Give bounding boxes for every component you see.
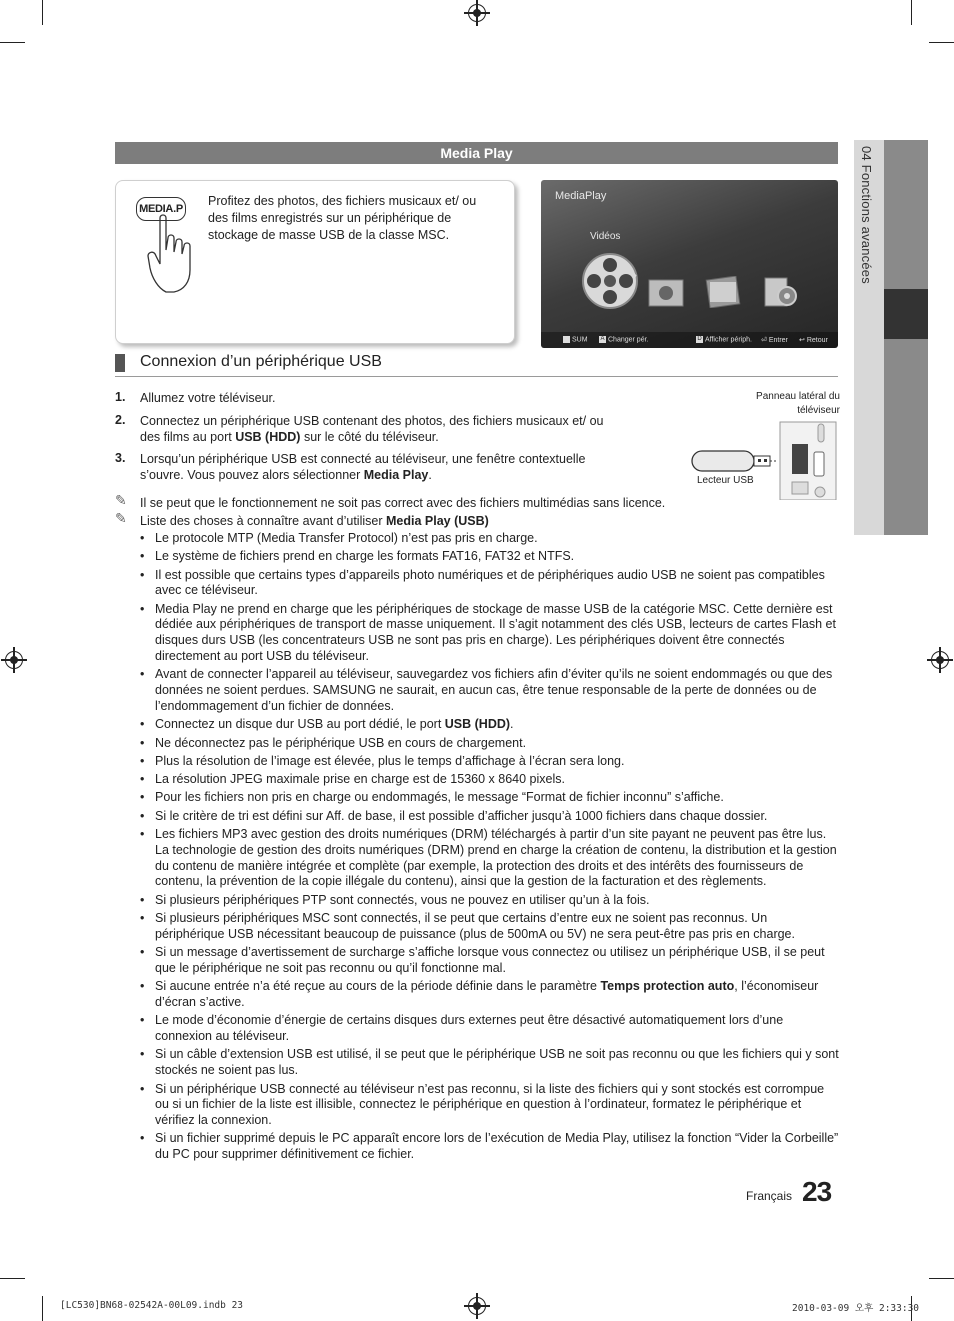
bullet-item: • Si plusieurs périphériques PTP sont connectés, vous ne pouvez en utiliser qu’un à la fois. — [140, 892, 650, 907]
footer-enter: ⏎ Entrer — [761, 337, 788, 344]
return-icon: ↩ — [799, 337, 805, 344]
bullet-item: • Connectez un disque dur USB au port dédié, le port USB (HDD). — [140, 717, 514, 732]
usb-drive-icon — [690, 448, 776, 474]
bullet-item: • Si aucune entrée n’a été reçue au cours de la période définie dans le paramètre Temps protection auto, l’économiseur d’écran s’active. — [140, 979, 819, 1010]
footer-show-devices: D Afficher périph. — [697, 336, 752, 344]
footer-change-device: A Changer pér. — [600, 336, 649, 344]
bullet-item: • Si un périphérique USB connecté au téléviseur n’est pas reconnu, si la liste des fichiers qui y sont stockés est corrompue ou si un fichier de la liste est illisible, connectez le périphérique en question à l’ordinateur, formatez le périphérique et vérifiez la connexion. — [140, 1081, 825, 1128]
section-header: Media Play — [115, 142, 838, 164]
bullet-item: • La résolution JPEG maximale prise en charge est de 15360 x 8640 pixels. — [140, 772, 565, 787]
crop-mark — [0, 1278, 25, 1279]
bullet-glyph: • — [140, 667, 145, 682]
keyword: USB (HDD) — [444, 717, 511, 732]
bullet-glyph: • — [140, 549, 145, 564]
mediaplay-footer — [541, 332, 838, 348]
chapter-tab — [854, 140, 884, 535]
subsection-title: Connexion d’un périphérique USB — [140, 353, 382, 370]
bullet-item: • Les fichiers MP3 avec gestion des droits numériques (DRM) téléchargés à partir d’un site payant ne peuvent pas être lus. La technologie de gestion des droits numériques (DRM) prend en charge la création de contenu, la distribution et la gestion du contenu de manière intégrée et complète (par exemple, la protection des droits et des intérêts des fournisseurs de contenu, la prévention de la copie illégale du contenu), ainsi que la gestion de la facturation et des règlements. — [140, 827, 837, 889]
crop-mark — [929, 42, 954, 43]
step-text: Allumez votre téléviseur. — [140, 391, 276, 405]
crop-mark — [929, 1278, 954, 1279]
bullet-glyph: • — [140, 772, 145, 787]
bullet-glyph: • — [140, 531, 145, 545]
mediaplay-screen — [541, 180, 838, 348]
bullet-glyph: • — [140, 1013, 145, 1028]
step-text: Lorsqu’un périphérique USB est connecté au téléviseur, une fenêtre contextuelle s’ouvre. Vous pouvez alors sélectionner Media Play. — [140, 452, 586, 482]
print-datetime: 2010-03-09 오후 2:33:30 — [792, 1303, 920, 1314]
bullet-glyph: • — [140, 1047, 145, 1062]
tv-panel-label: Panneau latéral du téléviseur — [756, 391, 840, 416]
subsection-marker — [115, 354, 125, 372]
page-number: 23 — [802, 1176, 832, 1207]
bullet-item: • Le système de fichiers prend en charge les formats FAT16, FAT32 et NTFS. — [140, 549, 575, 564]
bullet-item: • Avant de connecter l’appareil au téléviseur, sauvegardez vos fichiers afin d’éviter qu’ils ne soient endommagés ou que des données ne soient perdues. SAMSUNG ne saurait, en aucun cas, être tenue responsable de la perte de données ou de l’endommagement d’un fichier de données. — [140, 667, 833, 713]
usb-connection-figure — [690, 390, 840, 500]
photo-icon — [647, 276, 685, 308]
registration-mark-icon — [931, 651, 949, 669]
bullet-glyph: • — [140, 945, 145, 960]
d-key-icon: D — [697, 336, 702, 342]
chevron-right-icon: › — [633, 268, 637, 282]
mediaplay-title: MediaPlay — [555, 190, 607, 202]
crop-mark — [42, 1296, 43, 1321]
bullet-item: • Media Play ne prend en charge que les périphériques de stockage de masse USB de la catégorie MSC. Cette dernière est dédiée aux périphériques de transport de masse uniquement. Il s’agit notamment des clés USB, lecteurs de cartes Flash et disques durs USB (les concentrateurs USB ne sont pas pris en charge). Les périphériques doivent être connectés directement au port USB du téléviseur. — [140, 601, 836, 664]
bullet-glyph: • — [140, 979, 145, 994]
bullet-glyph: • — [140, 1081, 145, 1096]
crop-mark — [42, 0, 43, 25]
registration-mark-icon — [5, 651, 23, 669]
video-reel-icon — [581, 252, 639, 310]
bullet-item: • Si un message d’avertissement de surcharge s’affiche lorsque vous connectez ou utilisez un périphérique USB, il se peut que le périphérique ne soit pas reconnu ou qu’il fonctionne mal. — [140, 945, 825, 975]
bullet-item: • Plus la résolution de l’image est élevée, plus le temps d’affichage à l’écran sera long. — [140, 753, 625, 768]
bullet-item: • Le mode d’économie d’énergie de certains disques durs externes peut être désactivé automatiquement lors d’une connexion au téléviseur. — [140, 1013, 784, 1044]
bullet-item: • Si un fichier supprimé depuis le PC apparaît encore lors de l’exécution de Media Play, utilisez la fonction “Vider la Corbeille” du PC pour supprimer définitivement ce fichier. — [140, 1131, 839, 1162]
bullet-item: • Si le critère de tri est défini sur Aff. de base, il est possible d’afficher jusqu’à 1000 fichiers dans chaque dossier. — [140, 808, 768, 823]
bullet-item: • Ne déconnectez pas le périphérique USB en cours de chargement. — [140, 735, 527, 750]
note-text: Liste des choses à connaître avant d’utiliser Media Play (USB) — [140, 514, 489, 528]
sum-key-icon — [563, 336, 570, 343]
settings-icon — [763, 276, 799, 308]
page-language: Français — [746, 1189, 793, 1203]
subsection-heading — [115, 352, 838, 377]
bullet-item: • Le protocole MTP (Media Transfer Protocol) n’est pas pris en charge. — [140, 531, 538, 545]
chapter-tab-label: 04 Fonctions avancées — [859, 146, 874, 284]
bullet-glyph: • — [140, 567, 145, 582]
bullet-item: • Si un câble d’extension USB est utilisé, il se peut que le périphérique USB ne soit pas reconnu ou que les fichiers qui y sont stockés ne soient pas lus. — [140, 1047, 839, 1078]
tv-side-panel-illustration — [778, 420, 838, 500]
note-icon: ✎ — [115, 510, 127, 526]
mediaplay-selected-label: Vidéos — [590, 231, 621, 242]
intro-text: Profitez des photos, des fichiers musicaux et/ ou des films enregistrés sur un périphérique de stockage de masse USB de la classe MSC. — [208, 194, 477, 242]
footer-sum: SUM — [563, 336, 588, 343]
bullet-glyph: • — [140, 601, 145, 616]
keyword: Temps protection auto — [600, 979, 735, 994]
bullet-list — [140, 531, 840, 1165]
usb-drive-label: Lecteur USB — [697, 475, 754, 486]
bullet-glyph: • — [140, 1131, 145, 1146]
keyword: Media Play — [363, 468, 429, 482]
hand-press-icon — [146, 214, 204, 294]
print-file-info: [LC530]BN68-02542A-00L09.indb 23 — [60, 1300, 244, 1311]
enter-icon: ⏎ — [761, 337, 767, 344]
bullet-glyph: • — [140, 790, 145, 805]
bullet-item: • Pour les fichiers non pris en charge ou endommagés, le message “Format de fichier inconnu” s’affiche. — [140, 790, 724, 805]
bullet-item: • Si plusieurs périphériques MSC sont connectés, il se peut que certains d’entre eux ne soient pas reconnus. Un périphérique USB nécessitant beaucoup de puissance (plus de 500mA ou 5V) ne sera peut-être pas pris en charge. — [140, 911, 795, 941]
music-icon — [704, 276, 742, 308]
registration-mark-icon — [468, 4, 486, 22]
bullet-glyph: • — [140, 911, 145, 926]
remote-media-button: MEDIA.P — [136, 197, 186, 221]
keyword: Media Play (USB) — [385, 514, 489, 528]
keyword: USB (HDD) — [235, 430, 301, 444]
a-key-icon: A — [600, 336, 605, 342]
bullet-glyph: • — [140, 735, 145, 750]
crop-mark — [911, 0, 912, 25]
bullet-item: • Il est possible que certains types d’appareils photo numériques et de périphériques audio USB ne soient pas compatibles avec ce téléviseur. — [140, 567, 825, 598]
chapter-tab-marker — [884, 289, 928, 339]
crop-mark — [0, 42, 25, 43]
footer-return: ↩ Retour — [799, 337, 828, 344]
note-icon: ✎ — [115, 492, 127, 508]
bullet-glyph: • — [140, 808, 145, 823]
registration-mark-icon — [468, 1297, 486, 1315]
bullet-glyph: • — [140, 753, 145, 768]
note-text: Il se peut que le fonctionnement ne soit pas correct avec des fichiers multimédias sans licence. — [140, 496, 666, 510]
bullet-glyph: • — [140, 827, 145, 842]
step-number: 1. — [115, 390, 126, 404]
step-number: 3. — [115, 451, 126, 465]
step-text: Connectez un périphérique USB contenant des photos, des fichiers musicaux et/ ou des films au port USB (HDD) sur le côté du téléviseur. — [140, 414, 604, 444]
bullet-glyph: • — [140, 892, 145, 907]
bullet-glyph: • — [140, 717, 145, 732]
step-number: 2. — [115, 413, 126, 427]
